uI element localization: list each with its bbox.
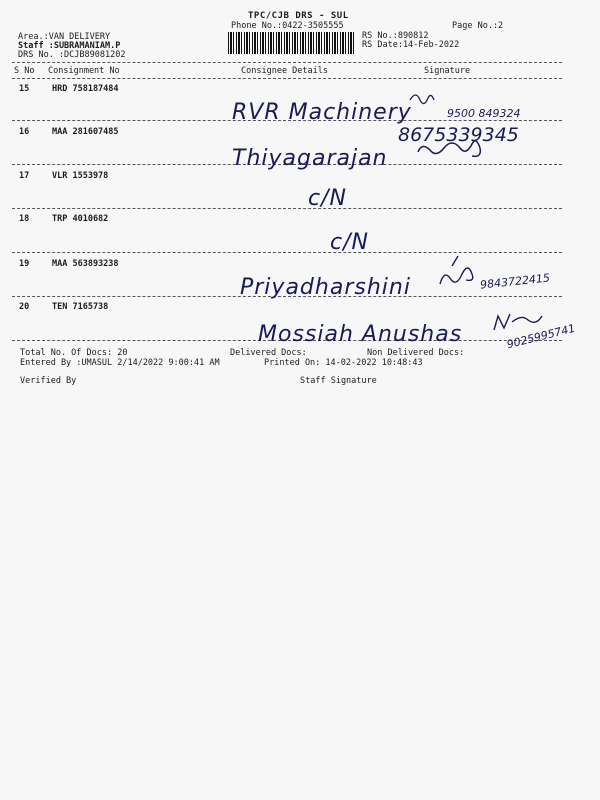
non-delivered-docs: Non Delivered Docs:	[367, 348, 465, 358]
row-sno: 15	[19, 84, 30, 94]
drs-number: DRS No. :DCJB89081202	[18, 50, 126, 60]
handwritten-phone: 9843722415	[479, 271, 551, 292]
printed-on: Printed On: 14-02-2022 10:48:43	[264, 358, 423, 368]
page-number: Page No.:2	[452, 21, 504, 31]
delivered-docs: Delivered Docs:	[230, 348, 307, 358]
verified-by-label: Verified By	[20, 376, 77, 386]
phone-number: Phone No.:0422-3505555	[231, 21, 344, 31]
row-sno: 16	[19, 127, 30, 137]
handwritten-consignee: Priyadharshini	[240, 275, 411, 300]
col-sno: S No	[14, 66, 35, 76]
handwritten-phone: 9500 849324	[447, 107, 521, 120]
row-consignment: TRP 4010682	[52, 214, 109, 224]
total-docs: Total No. Of Docs: 20	[20, 348, 128, 358]
staff-field: Staff :SUBRAMANIAM.P	[18, 41, 121, 51]
handwritten-phone: 8675339345	[398, 124, 519, 146]
signature-scrawl	[494, 314, 542, 330]
signature-scrawl	[440, 256, 473, 284]
handwritten-consignee: RVR Machinery	[232, 100, 412, 125]
col-consignee: Consignee Details	[241, 66, 328, 76]
handwritten-phone: 9025995741	[505, 321, 577, 352]
row-consignment: TEN 7165738	[52, 302, 109, 312]
row-consignment: MAA 281607485	[52, 127, 119, 137]
row-sno: 17	[19, 171, 30, 181]
handwritten-consignee: Mossiah Anushas	[258, 322, 463, 347]
row-sno: 18	[19, 214, 30, 224]
rs-number: RS No.:890812	[362, 31, 429, 41]
signature-scribbles	[0, 0, 600, 360]
handwritten-note: c/N	[308, 186, 347, 211]
signature-scrawl	[418, 141, 480, 157]
row-sno: 19	[19, 259, 30, 269]
col-signature: Signature	[424, 66, 471, 76]
entered-by: Entered By :UMASUL 2/14/2022 9:00:41 AM	[20, 358, 220, 368]
row-consignment: VLR 1553978	[52, 171, 109, 181]
area-field: Area.:VAN DELIVERY	[18, 32, 111, 42]
row-sno: 20	[19, 302, 30, 312]
handwritten-consignee: Thiyagarajan	[232, 146, 388, 171]
row-consignment: MAA 563893238	[52, 259, 119, 269]
signature-scrawl	[410, 95, 434, 104]
handwritten-note: c/N	[330, 230, 369, 255]
staff-signature-label: Staff Signature	[300, 376, 377, 386]
document-title: TPC/CJB DRS - SUL	[248, 11, 349, 21]
col-consignment: Consignment No	[48, 66, 120, 76]
rs-date: RS Date:14-Feb-2022	[362, 40, 460, 50]
row-consignment: HRD 758187484	[52, 84, 119, 94]
